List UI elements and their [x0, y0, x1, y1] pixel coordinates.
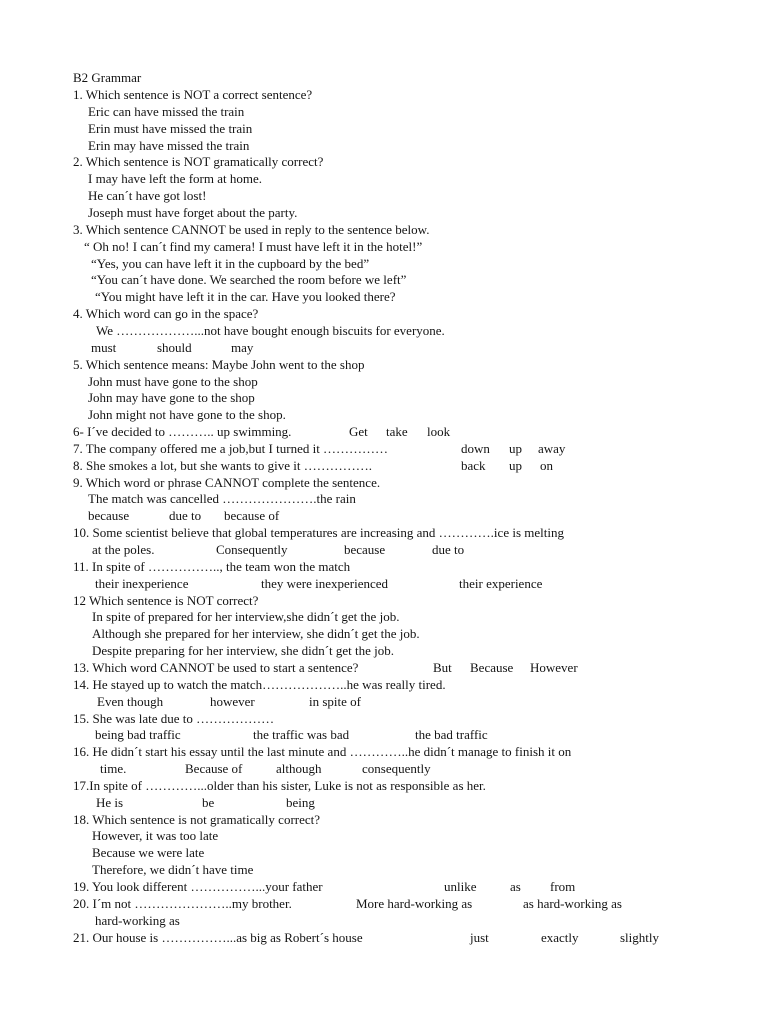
text-line	[73, 153, 753, 170]
text-line	[95, 912, 753, 929]
line-text: must	[91, 339, 117, 355]
line-text: 18. Which sentence is not gramatically correct?	[73, 811, 321, 827]
line-text: at the poles.	[92, 542, 155, 557]
answer-option: being	[286, 794, 315, 810]
line-text: I may have left the form at home.	[88, 171, 262, 187]
answer-option: slightly	[620, 929, 660, 945]
answer-option: the traffic was bad	[253, 727, 350, 743]
answer-option: unlike	[444, 879, 477, 894]
text-line	[88, 507, 753, 524]
text-line	[73, 356, 753, 373]
line-text: Even though	[97, 693, 164, 709]
text-line	[73, 474, 753, 491]
text-line	[88, 120, 753, 137]
line-text: Despite preparing for her interview, she didn´t get the job.	[92, 643, 395, 659]
text-line	[73, 676, 753, 693]
text-line	[92, 625, 753, 642]
answer-option: although	[276, 761, 322, 776]
line-text: He can´t have got lost!	[88, 188, 207, 204]
answer-option: back	[461, 457, 486, 473]
line-text: Joseph must have forget about the party.	[88, 205, 298, 220]
text-line	[88, 103, 753, 120]
line-text: 9. Which word or phrase CANNOT complete the sentence.	[73, 474, 381, 490]
answer-option: be	[202, 794, 215, 810]
line-text: “Yes, you can have left it in the cupboard by the bed”	[91, 255, 370, 271]
text-line	[96, 322, 753, 339]
line-text: 6- I´ve decided to ……….. up swimming.	[73, 424, 292, 439]
text-line	[73, 592, 753, 609]
line-text: We ………………...not have bought enough biscuits for everyone.	[96, 322, 445, 338]
answer-option: due to	[169, 508, 202, 524]
line-text: hard-working as	[95, 912, 180, 928]
line-text: “You can´t have done. We searched the room before we left”	[91, 272, 407, 288]
answer-option: up	[509, 440, 522, 456]
line-text: Eric can have missed the train	[88, 103, 245, 119]
text-line	[88, 389, 753, 406]
line-text: Although she prepared for her interview, she didn´t get the job.	[92, 626, 420, 642]
line-text: 14. He stayed up to watch the match………………..he was really tired.	[73, 676, 446, 692]
text-line	[73, 305, 753, 322]
line-text: being bad traffic	[95, 727, 181, 743]
answer-option: However	[530, 659, 578, 675]
text-line	[92, 541, 753, 558]
line-text: time.	[100, 761, 127, 776]
answer-option: should	[157, 339, 192, 355]
text-line	[73, 659, 753, 676]
line-text: 17.In spite of …………...older than his sister, Luke is not as responsible as her.	[73, 777, 486, 793]
line-text: 4. Which word can go in the space?	[73, 306, 259, 322]
answer-option: consequently	[362, 761, 431, 776]
line-text: 10. Some scientist believe that global temperatures are increasing and ………….ice is melting	[73, 525, 564, 541]
line-text: 8. She smokes a lot, but she wants to give it …………….	[73, 457, 372, 473]
text-line	[73, 86, 753, 103]
text-line	[88, 170, 753, 187]
line-text: 5. Which sentence means: Maybe John went to the shop	[73, 356, 365, 372]
line-text: The match was cancelled ………………….the rain	[88, 491, 356, 507]
text-line	[88, 187, 753, 204]
line-text: 16. He didn´t start his essay until the last minute and …………..he didn´t manage to finish it on	[73, 744, 572, 760]
line-text: He is	[96, 794, 124, 810]
line-text: 15. She was late due to ………………	[73, 710, 275, 726]
line-text: because	[88, 508, 130, 524]
line-text: 7. The company offered me a job,but I turned it ……………	[73, 440, 389, 456]
line-text: 2. Which sentence is NOT gramatically correct?	[73, 154, 324, 170]
answer-option: however	[210, 693, 255, 709]
text-line	[73, 895, 753, 912]
text-line	[92, 642, 753, 659]
line-text: However, it was too late	[92, 828, 219, 844]
answer-option: down	[461, 440, 490, 456]
answer-option: up	[509, 457, 522, 473]
line-text: Therefore, we didn´t have time	[92, 862, 254, 878]
line-text: “You might have left it in the car. Have you looked there?	[95, 289, 396, 305]
line-text: 12 Which sentence is NOT correct?	[73, 592, 259, 608]
text-line	[88, 137, 753, 154]
line-text: 19. You look different ……………...your father	[73, 879, 323, 894]
answer-option: may	[231, 339, 254, 355]
answer-option: because of	[224, 508, 280, 524]
answer-option: look	[427, 424, 451, 439]
text-line	[73, 710, 753, 727]
answer-option: More hard-working as	[356, 895, 473, 911]
answer-option: exactly	[541, 929, 579, 945]
text-line	[91, 255, 753, 272]
line-text: John may have gone to the shop	[88, 390, 255, 406]
line-text: 11. In spite of …………….., the team won the match	[73, 558, 351, 574]
line-text: John might not have gone to the shop.	[88, 407, 286, 423]
text-line	[96, 794, 753, 811]
text-line	[88, 406, 753, 423]
text-line	[73, 777, 753, 794]
text-line	[95, 726, 753, 743]
line-text: 1. Which sentence is NOT a correct sentence?	[73, 87, 313, 102]
line-text: Because we were late	[92, 845, 205, 861]
line-text: Erin must have missed the train	[88, 120, 253, 136]
line-text: “ Oh no! I can´t find my camera! I must have left it in the hotel!”	[84, 238, 423, 254]
text-line	[73, 811, 753, 828]
answer-option: due to	[432, 542, 465, 557]
answer-option: from	[550, 879, 576, 894]
text-line	[73, 457, 753, 474]
text-line	[95, 288, 753, 305]
text-line	[84, 238, 753, 255]
answer-option: as hard-working as	[523, 895, 622, 911]
text-line	[73, 929, 753, 946]
answer-option: away	[538, 440, 566, 456]
answer-option: take	[386, 424, 408, 439]
text-line	[97, 693, 753, 710]
line-text: 13. Which word CANNOT be used to start a sentence?	[73, 659, 359, 675]
answer-option: the bad traffic	[415, 727, 488, 743]
text-line	[92, 861, 753, 878]
answer-option: Consequently	[216, 542, 288, 557]
line-text: In spite of prepared for her interview,she didn´t get the job.	[92, 609, 400, 625]
text-line	[73, 221, 753, 238]
text-line	[92, 844, 753, 861]
answer-option: as	[510, 879, 521, 894]
answer-option: Get	[349, 424, 368, 439]
text-line	[100, 760, 753, 777]
answer-option: their experience	[459, 575, 543, 591]
answer-option: because	[344, 542, 386, 557]
text-line	[73, 524, 753, 541]
text-line	[73, 440, 753, 457]
text-line	[91, 271, 753, 288]
line-text: 3. Which sentence CANNOT be used in reply to the sentence below.	[73, 221, 430, 237]
answer-option: in spite of	[309, 693, 361, 709]
text-line	[91, 339, 753, 356]
text-line	[73, 878, 753, 895]
text-line	[73, 743, 753, 760]
line-text: John must have gone to the shop	[88, 373, 258, 389]
line-text: 20. I´m not …………………..my brother.	[73, 895, 292, 911]
text-line	[88, 204, 753, 221]
text-line	[73, 558, 753, 575]
text-line	[73, 423, 753, 440]
text-line	[92, 827, 753, 844]
answer-option: Because	[470, 659, 514, 675]
answer-option: just	[470, 929, 489, 945]
line-text: 21. Our house is ……………...as big as Robert´s house	[73, 929, 363, 945]
text-line	[88, 373, 753, 390]
text-line	[92, 608, 753, 625]
line-text: their inexperience	[95, 575, 189, 591]
answer-option: they were inexperienced	[261, 575, 389, 591]
text-line	[88, 490, 753, 507]
answer-option: Because of	[185, 761, 243, 776]
answer-option: on	[540, 457, 553, 473]
document-title: B2 Grammar	[73, 70, 142, 85]
answer-option: But	[433, 659, 452, 675]
line-text: Erin may have missed the train	[88, 137, 250, 153]
text-line	[95, 575, 753, 592]
